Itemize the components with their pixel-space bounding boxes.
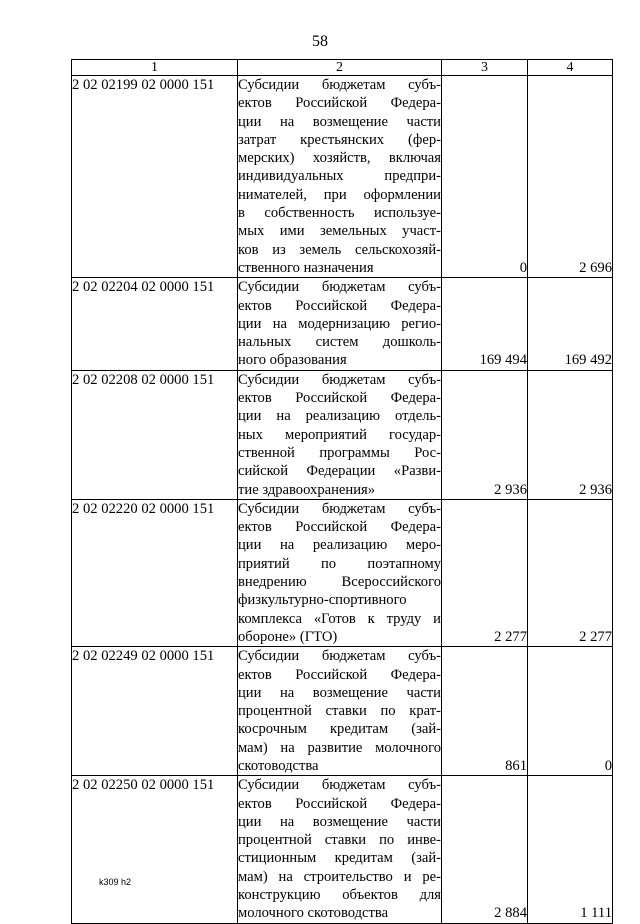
description-line: мерских) хозяйств, включая xyxy=(238,150,441,167)
description-line: нимателей, при оформлении xyxy=(238,186,441,203)
description-line: ектов Российской Федера- xyxy=(238,666,441,683)
amount-col-3-cell: 0 xyxy=(442,76,528,278)
description-cell xyxy=(238,647,442,776)
amount-col-3-cell: 861 xyxy=(442,647,528,776)
amount-col-4-cell: 0 xyxy=(528,647,613,776)
description-line: мам) на строительство и ре- xyxy=(238,868,441,885)
description-line: Субсидии бюджетам субъ- xyxy=(238,279,441,296)
description-line: ектов Российской Федера- xyxy=(238,519,441,536)
amount-col-4-cell: 1 111 xyxy=(528,776,613,923)
table-row xyxy=(72,278,613,370)
description-cell xyxy=(238,278,442,370)
description-line: в собственность используе- xyxy=(238,205,441,222)
description-line: скотоводства xyxy=(238,757,319,774)
description-line: приятий по поэтапному xyxy=(238,555,441,572)
budget-code-cell: 2 02 02249 02 0000 151 xyxy=(72,647,238,776)
description-cell xyxy=(238,370,442,499)
description-line: Субсидии бюджетам субъ- xyxy=(238,77,441,93)
amount-col-3-cell: 169 494 xyxy=(442,278,528,370)
description-line: ции на реализацию отдель- xyxy=(238,408,441,425)
description-line: ных мероприятий государ- xyxy=(238,426,441,443)
description-line: ции на модернизацию регио- xyxy=(238,315,441,332)
description-line: молочного скотоводства xyxy=(238,905,389,922)
budget-code-cell: 2 02 02208 02 0000 151 xyxy=(72,370,238,499)
description-line: ектов Российской Федера- xyxy=(238,390,441,407)
amount-col-4-cell: 2 696 xyxy=(528,76,613,278)
header-col-3: 3 xyxy=(442,60,528,76)
description-line: внедрению Всероссийского xyxy=(238,574,441,591)
table-row xyxy=(72,499,613,646)
description-line: обороне» (ГТО) xyxy=(238,628,338,645)
description-line: ции на возмещение части xyxy=(238,684,441,701)
description-line: процентной ставки по крат- xyxy=(238,703,441,720)
amount-col-4-cell: 2 936 xyxy=(528,370,613,499)
description-line: косрочным кредитам (зай- xyxy=(238,721,441,738)
header-col-2: 2 xyxy=(238,60,442,76)
table-body xyxy=(72,76,613,924)
description-line: индивидуальных предпри- xyxy=(238,168,441,185)
budget-code-cell: 2 02 02250 02 0000 151 xyxy=(72,776,238,923)
description-line: физкультурно-спортивного xyxy=(238,592,407,609)
description-line: сийской Федерации «Разви- xyxy=(238,463,441,480)
description-line: ного образования xyxy=(238,352,347,369)
description-line: ственного назначения xyxy=(238,259,374,276)
amount-col-3-cell: 2 884 xyxy=(442,776,528,923)
description-line: Субсидии бюджетам субъ- xyxy=(238,500,441,517)
table-row xyxy=(72,76,613,278)
description-line: ектов Российской Федера- xyxy=(238,95,441,112)
header-col-4: 4 xyxy=(528,60,613,76)
description-line: комплекса «Готов к труду и xyxy=(238,610,441,627)
description-line: ции на возмещение части xyxy=(238,813,441,830)
description-line: ции на реализацию меро- xyxy=(238,537,441,554)
page-number: 58 xyxy=(312,33,328,50)
description-line: Субсидии бюджетам субъ- xyxy=(238,777,441,794)
table-row xyxy=(72,370,613,499)
amount-col-4-cell: 169 492 xyxy=(528,278,613,370)
description-line: Субсидии бюджетам субъ- xyxy=(238,371,441,388)
description-line: Субсидии бюджетам субъ- xyxy=(238,648,441,665)
description-line: мам) на развитие молочного xyxy=(238,739,441,756)
budget-code-cell: 2 02 02204 02 0000 151 xyxy=(72,278,238,370)
description-line: ектов Российской Федера- xyxy=(238,297,441,314)
budget-table xyxy=(71,59,613,924)
header-col-1: 1 xyxy=(72,60,238,76)
description-cell xyxy=(238,776,442,923)
budget-code-cell: 2 02 02199 02 0000 151 xyxy=(72,76,238,278)
description-cell xyxy=(238,76,442,278)
description-line: мых ими земельных участ- xyxy=(238,223,441,240)
description-line: нальных систем дошколь- xyxy=(238,334,441,351)
description-line: тие здравоохранения» xyxy=(238,481,376,498)
description-line: ции на возмещение части xyxy=(238,113,441,130)
description-line: конструкцию объектов для xyxy=(238,887,441,904)
amount-col-3-cell: 2 277 xyxy=(442,499,528,646)
description-line: ков из земель сельскохозяй- xyxy=(238,241,441,258)
footer-code: k309 h2 xyxy=(99,877,132,887)
description-cell xyxy=(238,499,442,646)
amount-col-4-cell: 2 277 xyxy=(528,499,613,646)
description-line: ственной программы Рос- xyxy=(238,444,441,461)
table-row xyxy=(72,776,613,923)
description-line: затрат крестьянских (фер- xyxy=(238,131,441,148)
description-line: ектов Российской Федера- xyxy=(238,795,441,812)
description-line: стиционным кредитам (зай- xyxy=(238,850,441,867)
budget-code-cell: 2 02 02220 02 0000 151 xyxy=(72,499,238,646)
table-row xyxy=(72,647,613,776)
description-line: процентной ставки по инве- xyxy=(238,832,441,849)
table-header-row xyxy=(72,60,613,76)
amount-col-3-cell: 2 936 xyxy=(442,370,528,499)
